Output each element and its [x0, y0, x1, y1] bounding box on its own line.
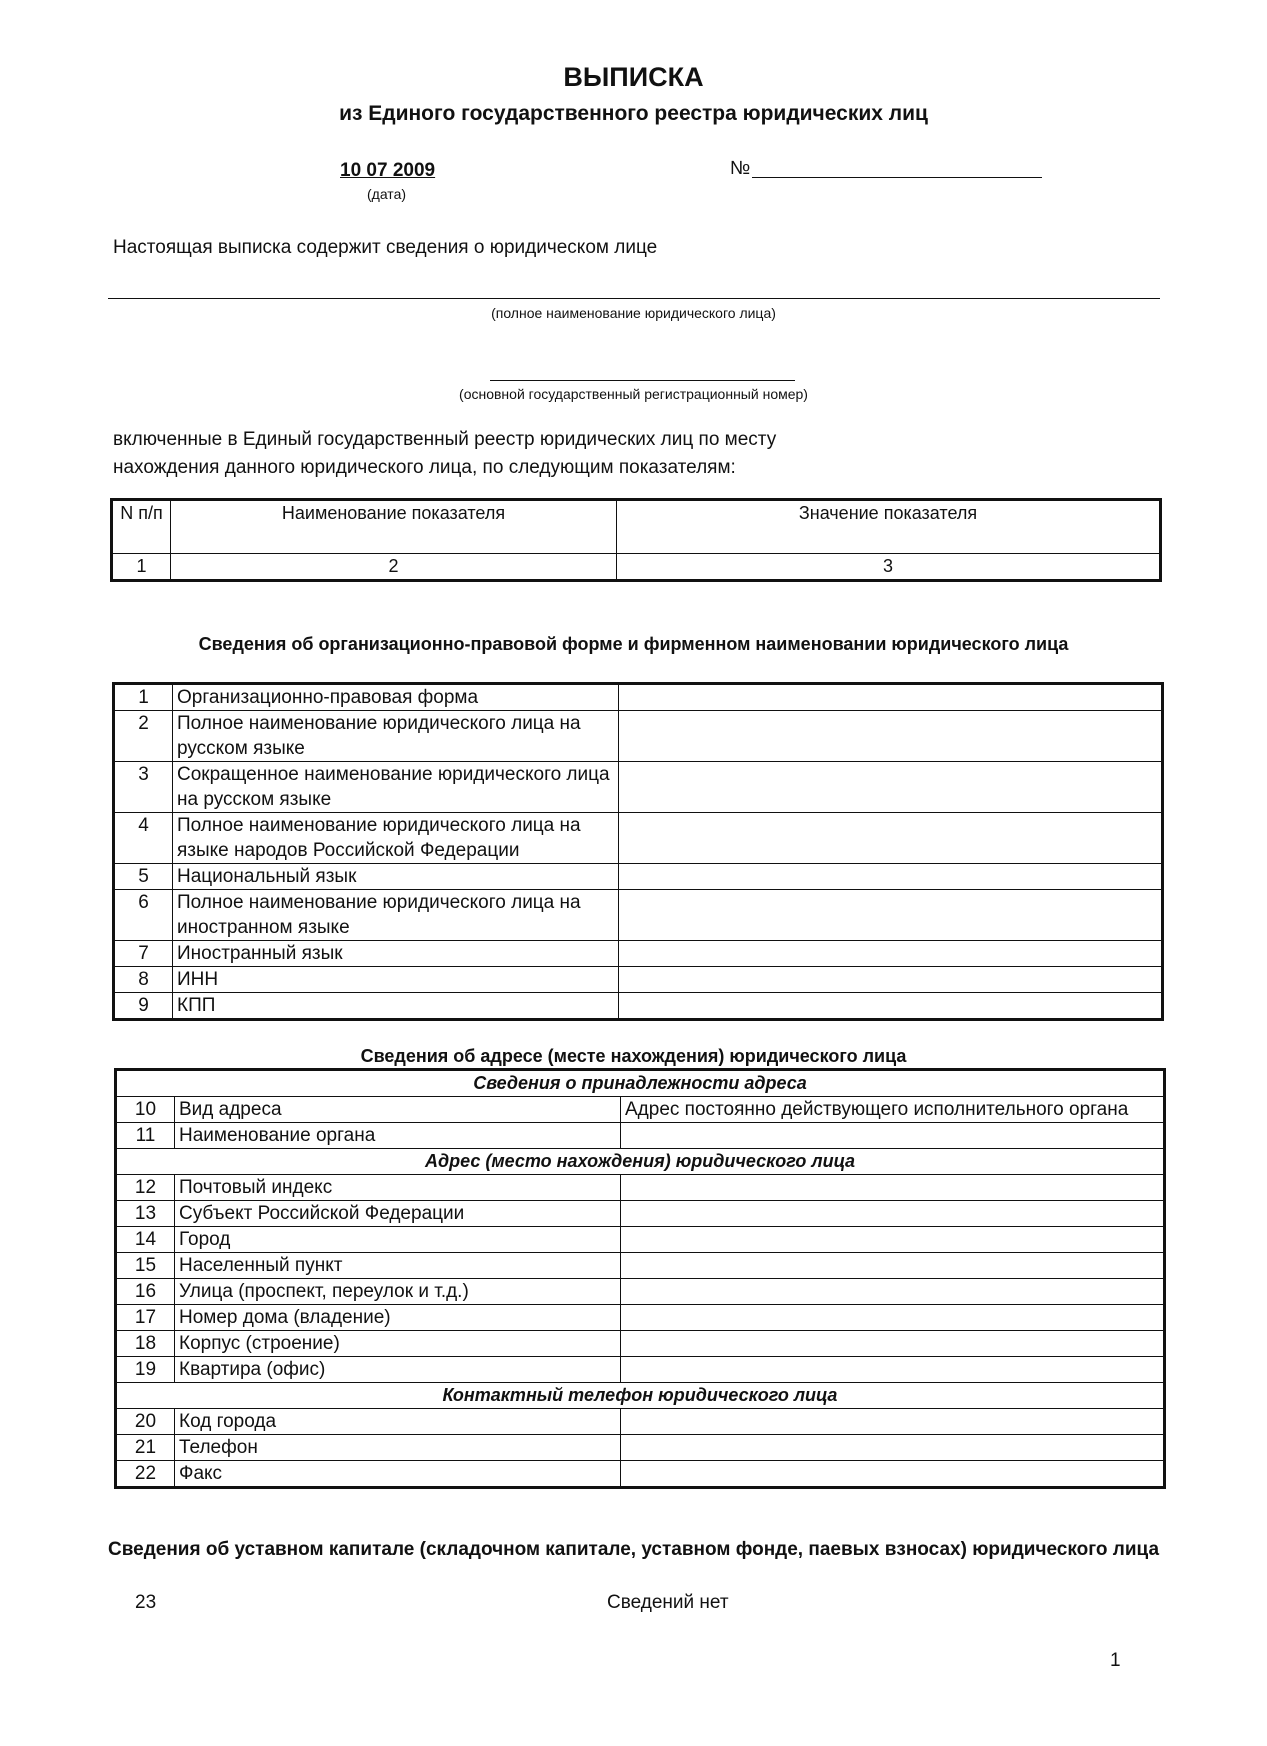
- row-number: 7: [114, 941, 173, 967]
- col-number-header: N п/п: [112, 500, 171, 554]
- row-number: 12: [116, 1175, 175, 1201]
- row-number: 19: [116, 1357, 175, 1383]
- contact-phone-subheading: Контактный телефон юридического лица: [116, 1383, 1165, 1409]
- table-row: [114, 711, 1163, 762]
- row-value: Адрес постоянно действующего исполнительного органа: [621, 1097, 1165, 1123]
- row-number: 15: [116, 1253, 175, 1279]
- row-label: Организационно-правовая форма: [173, 684, 619, 711]
- row-label: Город: [175, 1227, 621, 1253]
- row-label: Наименование органа: [175, 1123, 621, 1149]
- row-number: 16: [116, 1279, 175, 1305]
- row-label: Иностранный язык: [173, 941, 619, 967]
- row-value: [619, 941, 1163, 967]
- row-value: [619, 967, 1163, 993]
- row-value: [621, 1279, 1165, 1305]
- table-row: [114, 993, 1163, 1020]
- row-number: 6: [114, 890, 173, 941]
- table-row: [116, 1097, 1165, 1123]
- table-row: [116, 1175, 1165, 1201]
- table-row: [116, 1123, 1165, 1149]
- row-number: 14: [116, 1227, 175, 1253]
- table-row: [114, 762, 1163, 813]
- document-date: 10 07 2009: [340, 160, 436, 181]
- ogrn-blank-line: [490, 380, 795, 381]
- table-row: [116, 1253, 1165, 1279]
- table-row: [116, 1461, 1165, 1488]
- row-label: КПП: [173, 993, 619, 1020]
- row-value: [621, 1331, 1165, 1357]
- row-label: Субъект Российской Федерации: [175, 1201, 621, 1227]
- row-label: Полное наименование юридического лица на языке народов Российской Федерации: [173, 813, 619, 864]
- document-subtitle: из Единого государственного реестра юридических лиц: [339, 102, 928, 125]
- capital-section-heading: Сведения об уставном капитале (складочном капитале, уставном фонде, паевых взносах) юридического лица: [107, 1539, 1160, 1560]
- row-number: 18: [116, 1331, 175, 1357]
- row-value: [619, 762, 1163, 813]
- table-row: [114, 813, 1163, 864]
- table-row: [116, 1227, 1165, 1253]
- row-label: Улица (проспект, переулок и т.д.): [175, 1279, 621, 1305]
- capital-row-number: 23: [135, 1592, 157, 1613]
- row-number: 5: [114, 864, 173, 890]
- col-value-header: Значение показателя: [617, 500, 1161, 554]
- address-ownership-subheading: Сведения о принадлежности адреса: [116, 1070, 1165, 1097]
- row-value: [621, 1175, 1165, 1201]
- intro-text: Настоящая выписка содержит сведения о юридическом лице: [113, 237, 658, 258]
- document-title: ВЫПИСКА: [563, 62, 704, 92]
- columns-header-table: [110, 498, 1162, 582]
- table-row: [116, 1435, 1165, 1461]
- row-value: [619, 864, 1163, 890]
- table-row: [116, 1409, 1165, 1435]
- table-row: [114, 941, 1163, 967]
- row-value: [621, 1461, 1165, 1488]
- ogrn-caption: (основной государственный регистрационный номер): [459, 386, 808, 402]
- row-value: [619, 684, 1163, 711]
- date-caption: (дата): [367, 186, 407, 202]
- table-row: [116, 1201, 1165, 1227]
- row-number: 10: [116, 1097, 175, 1123]
- address-section-heading: Сведения об адресе (месте нахождения) юридического лица: [360, 1046, 907, 1066]
- row-number: 21: [116, 1435, 175, 1461]
- row-label: Полное наименование юридического лица на русском языке: [173, 711, 619, 762]
- row-value: [621, 1305, 1165, 1331]
- row-value: [619, 711, 1163, 762]
- row-label: Корпус (строение): [175, 1331, 621, 1357]
- row-number: 4: [114, 813, 173, 864]
- table-row: [114, 684, 1163, 711]
- row-label: Квартира (офис): [175, 1357, 621, 1383]
- row-label: Населенный пункт: [175, 1253, 621, 1279]
- row-value: [621, 1435, 1165, 1461]
- row-number: 9: [114, 993, 173, 1020]
- table-row: [116, 1279, 1165, 1305]
- col-indicator-index: 2: [171, 554, 617, 581]
- entity-name-caption: (полное наименование юридического лица): [491, 305, 776, 321]
- row-number: 1: [114, 684, 173, 711]
- row-number: 13: [116, 1201, 175, 1227]
- included-text: включенные в Единый государственный реестр юридических лиц по месту нахождения данного юридического лица, по следующим показателям:: [113, 429, 777, 478]
- row-number: 22: [116, 1461, 175, 1488]
- row-number: 17: [116, 1305, 175, 1331]
- row-value: [621, 1357, 1165, 1383]
- address-location-subheading: Адрес (место нахождения) юридического лица: [116, 1149, 1165, 1175]
- row-number: 20: [116, 1409, 175, 1435]
- row-number: 2: [114, 711, 173, 762]
- form-table: [112, 682, 1164, 1021]
- row-label: Телефон: [175, 1435, 621, 1461]
- form-section-heading: Сведения об организационно-правовой форме и фирменном наименовании юридического лица: [198, 634, 1069, 654]
- col-indicator-header: Наименование показателя: [171, 500, 617, 554]
- row-label: Факс: [175, 1461, 621, 1488]
- row-label: ИНН: [173, 967, 619, 993]
- row-number: 11: [116, 1123, 175, 1149]
- col-value-index: 3: [617, 554, 1161, 581]
- table-row: [114, 967, 1163, 993]
- row-label: Почтовый индекс: [175, 1175, 621, 1201]
- row-number: 8: [114, 967, 173, 993]
- table-row: [116, 1357, 1165, 1383]
- capital-value: Сведений нет: [607, 1592, 729, 1613]
- row-label: Полное наименование юридического лица на иностранном языке: [173, 890, 619, 941]
- address-table: [114, 1068, 1166, 1489]
- row-value: [621, 1227, 1165, 1253]
- row-value: [621, 1123, 1165, 1149]
- row-label: Вид адреса: [175, 1097, 621, 1123]
- page-number: 1: [1110, 1650, 1121, 1671]
- row-label: Сокращенное наименование юридического лица на русском языке: [173, 762, 619, 813]
- row-value: [621, 1253, 1165, 1279]
- table-row: [114, 890, 1163, 941]
- table-row: [116, 1331, 1165, 1357]
- row-label: Национальный язык: [173, 864, 619, 890]
- row-value: [619, 890, 1163, 941]
- row-value: [621, 1409, 1165, 1435]
- row-value: [619, 993, 1163, 1020]
- row-label: Код города: [175, 1409, 621, 1435]
- table-row: [116, 1305, 1165, 1331]
- number-blank-line: [752, 177, 1042, 178]
- row-value: [619, 813, 1163, 864]
- row-value: [621, 1201, 1165, 1227]
- col-number-index: 1: [112, 554, 171, 581]
- number-label: №: [730, 158, 751, 179]
- row-label: Номер дома (владение): [175, 1305, 621, 1331]
- table-row: [114, 864, 1163, 890]
- row-number: 3: [114, 762, 173, 813]
- entity-name-blank-line: [108, 298, 1160, 299]
